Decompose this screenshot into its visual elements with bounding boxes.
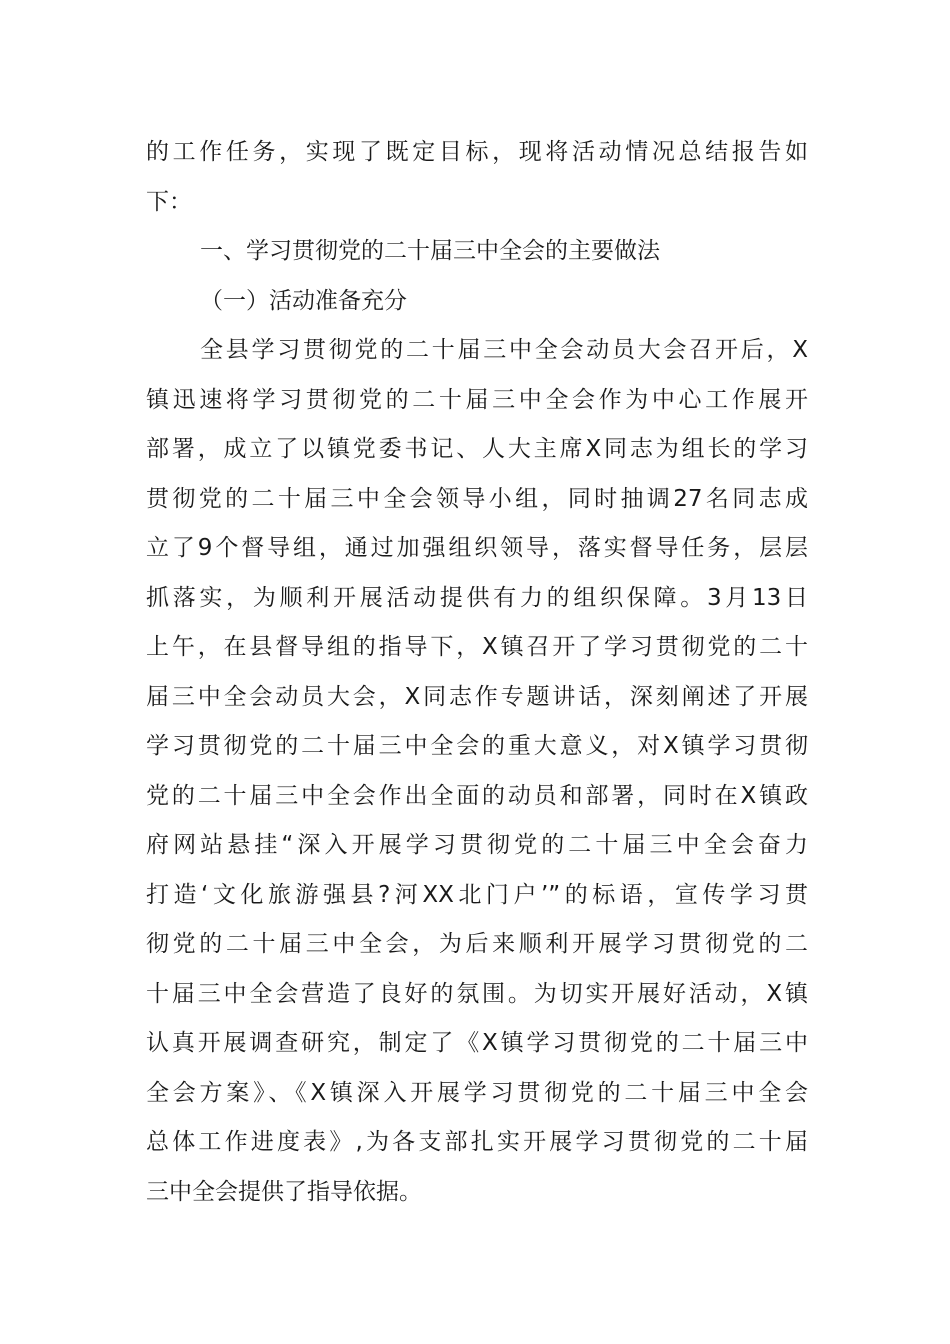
text-line: 彻党的二十届三中全会，为后来顺利开展学习贯彻党的二 — [146, 931, 808, 957]
text-line: 党的二十届三中全会作出全面的动员和部署，同时在X镇政 — [146, 782, 808, 809]
text-line: 下： — [146, 188, 192, 215]
text-line: 届三中全会动员大会，X同志作专题讲话，深刻阐述了开展 — [146, 683, 808, 710]
paragraph-first-line: 全县学习贯彻党的二十届三中全会动员大会召开后，X — [200, 337, 808, 363]
text-line: 学习贯彻党的二十届三中全会的重大意义，对X镇学习贯彻 — [146, 733, 808, 759]
text-line: 全会方案》、《X镇深入开展学习贯彻党的二十届三中全会 — [146, 1079, 808, 1106]
text-line: 抓落实，为顺利开展活动提供有力的组织保障。3月13日 — [146, 584, 808, 611]
text-line: 上午，在县督导组的指导下，X镇召开了学习贯彻党的二十 — [146, 634, 808, 660]
paragraph-last-line: 三中全会提供了指导依据。 — [146, 1178, 422, 1205]
text-line: 部署，成立了以镇党委书记、人大主席X同志为组长的学习 — [146, 436, 808, 462]
text-line: 总体工作进度表》,为各支部扎实开展学习贯彻党的二十届 — [146, 1129, 808, 1155]
text-line: 打造‘文化旅游强县?河XX北门户’”的标语，宣传学习贯 — [146, 881, 808, 908]
text-line: 十届三中全会营造了良好的氛围。为切实开展好活动，X镇 — [146, 980, 808, 1007]
text-line: 贯彻党的二十届三中全会领导小组，同时抽调27名同志成 — [146, 485, 808, 512]
document-body — [146, 128, 808, 1217]
text-line: 认真开展调查研究，制定了《X镇学习贯彻党的二十届三中 — [146, 1030, 808, 1056]
text-line: 府网站悬挂“深入开展学习贯彻党的二十届三中全会奋力 — [146, 832, 808, 858]
text-line: 的工作任务，实现了既定目标，现将活动情况总结报告如 — [146, 139, 808, 165]
text-line: 镇迅速将学习贯彻党的二十届三中全会作为中心工作展开 — [146, 386, 808, 413]
section-heading: 一、学习贯彻党的二十届三中全会的主要做法 — [200, 238, 660, 264]
subsection-heading: （一）活动准备充分 — [200, 287, 407, 314]
text-line: 立了9个督导组，通过加强组织领导，落实督导任务，层层 — [146, 535, 808, 561]
